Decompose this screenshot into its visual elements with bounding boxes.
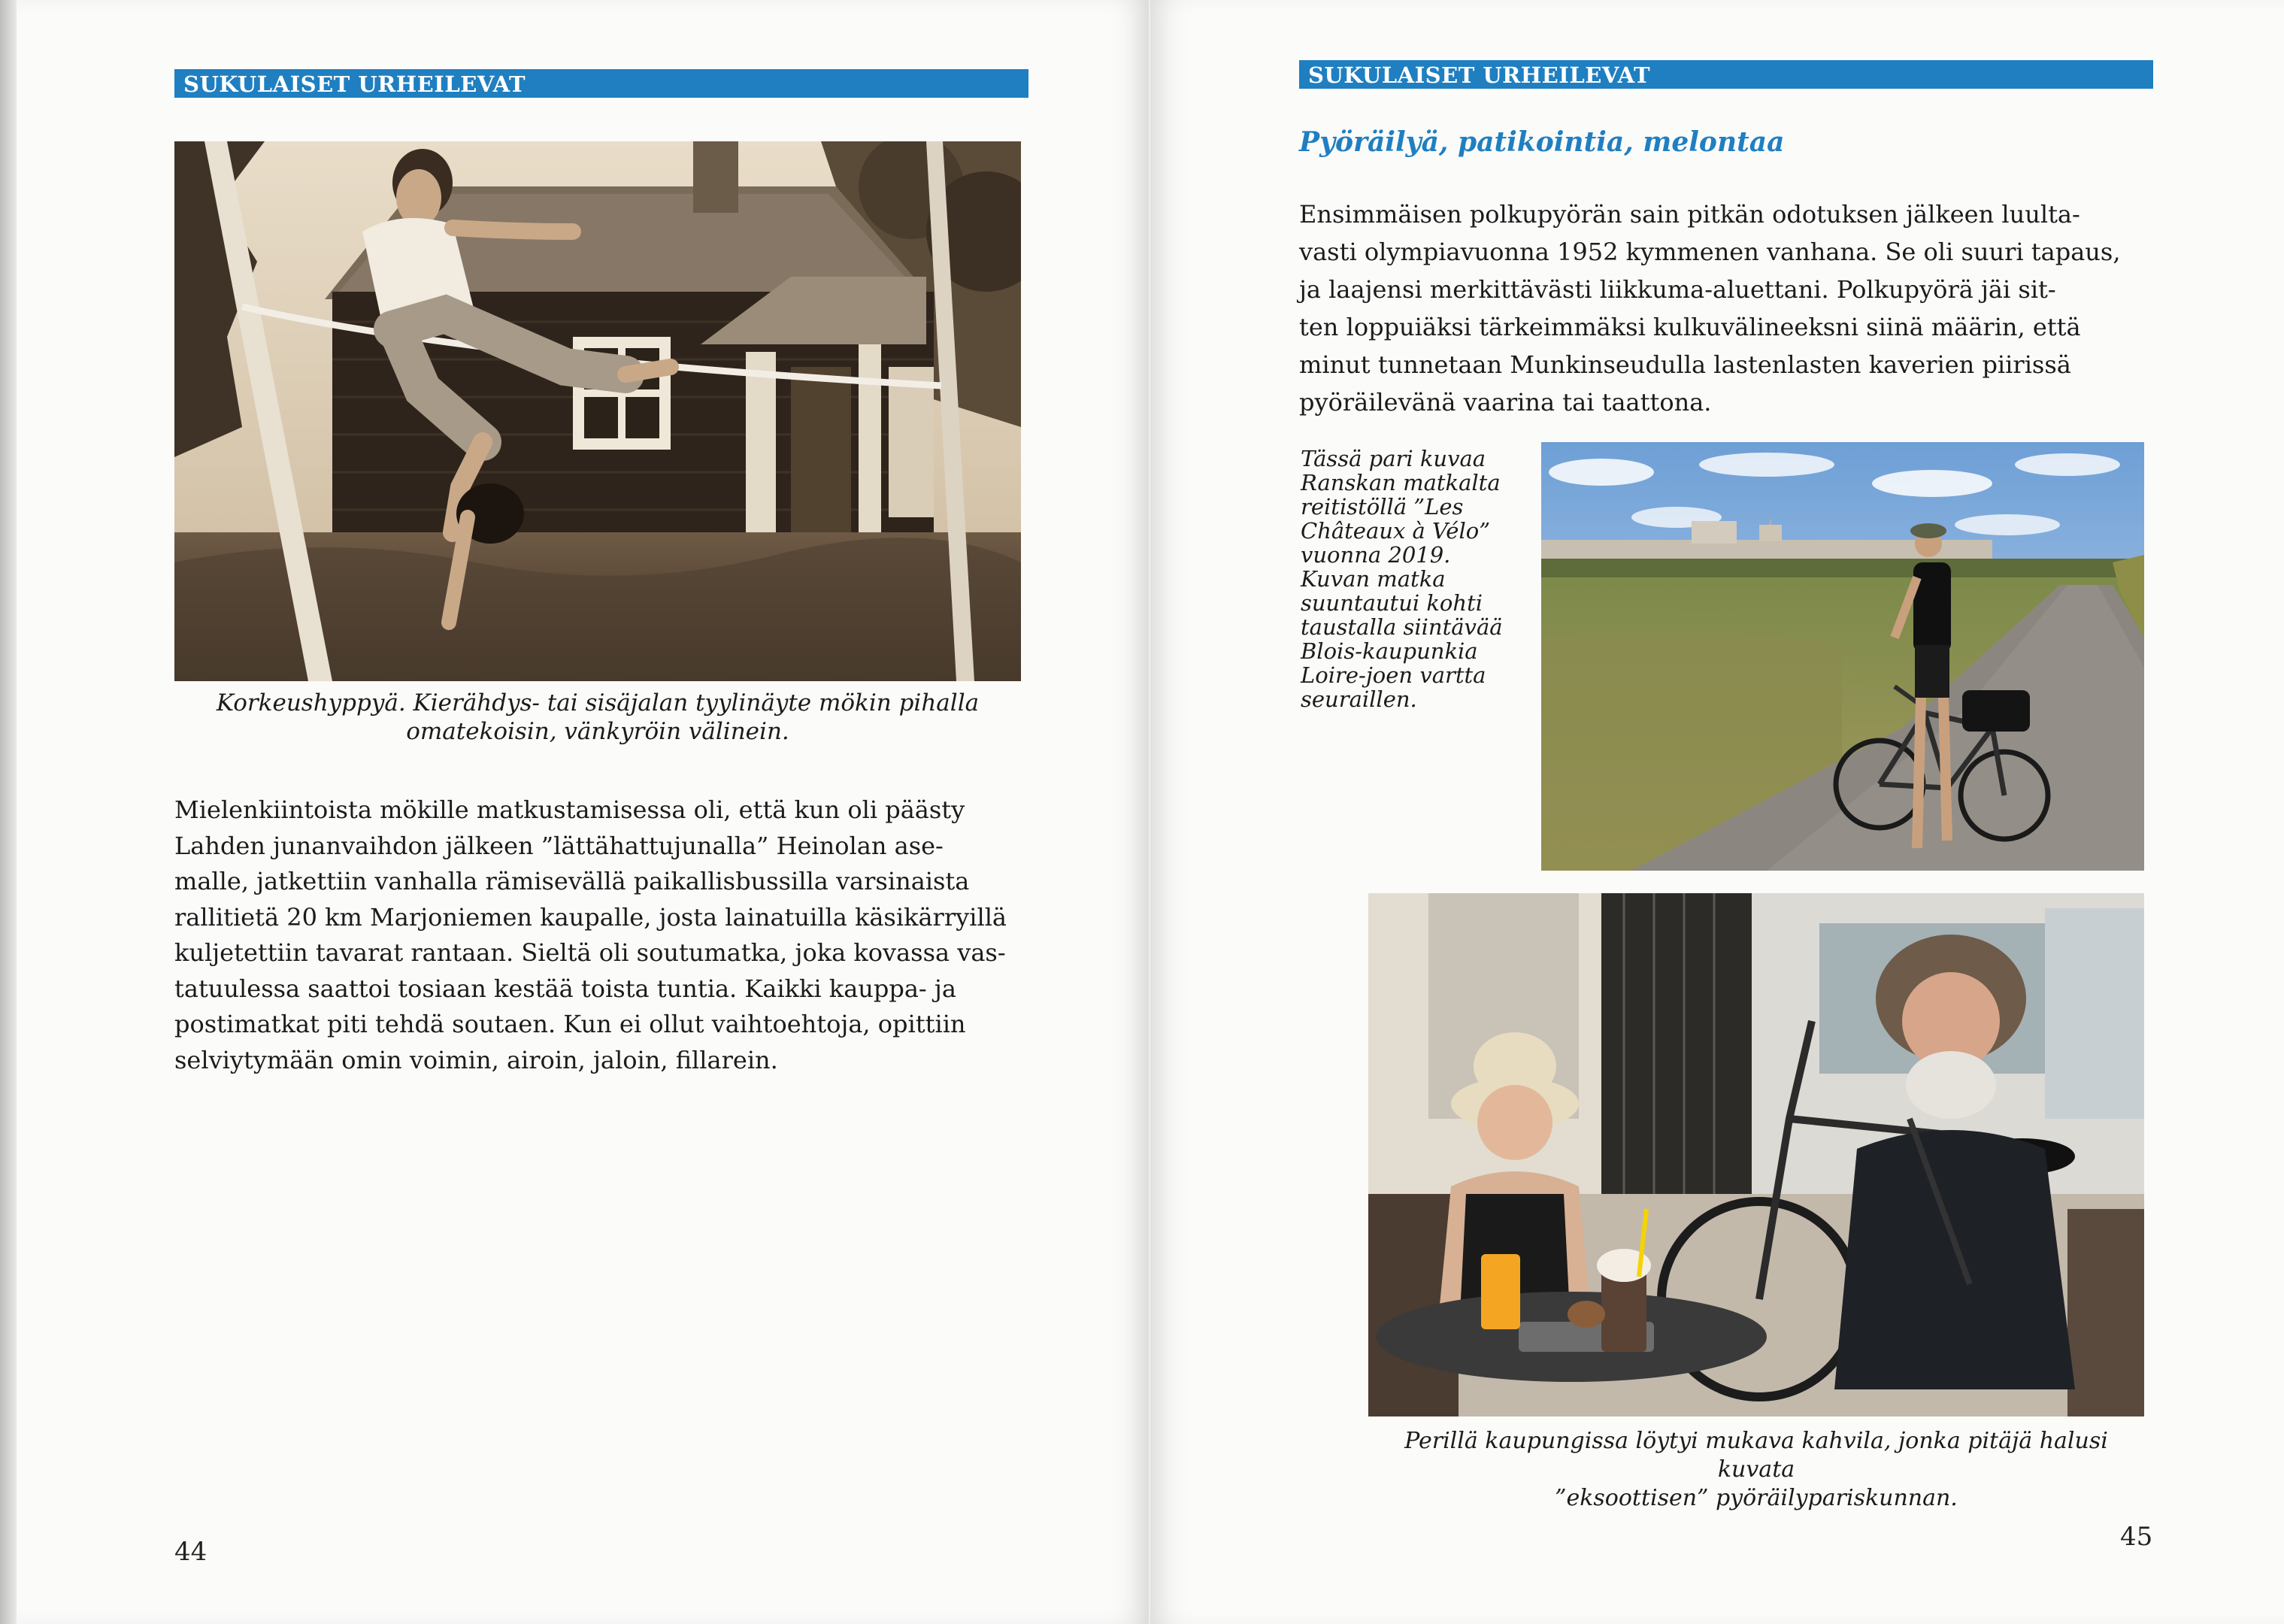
book-edge bbox=[0, 0, 17, 1624]
text-line: tatuulessa saattoi tosiaan kestää toista tuntia. Kaikki kauppa- ja bbox=[174, 974, 956, 1003]
text-line: minut tunnetaan Munkinseudulla lastenlasten kaverien piirissä bbox=[1299, 350, 2071, 379]
caption-line: vuonna 2019. bbox=[1301, 542, 1451, 568]
text-line: postimatkat piti tehdä soutaen. Kun ei ollut vaihtoehtoja, opittiin bbox=[174, 1010, 966, 1038]
photo-caption bbox=[1368, 1427, 2144, 1513]
text-line: vasti olympiavuonna 1952 kymmenen vanhana. Se oli suuri tapaus, bbox=[1299, 238, 2121, 266]
caption-line: seuraillen. bbox=[1301, 686, 1417, 712]
caption-line: Korkeushyppyä. Kierähdys- tai sisäjalan tyylinäyte mökin pihalla bbox=[216, 689, 980, 717]
body-paragraph bbox=[1299, 195, 2150, 421]
caption-line: suuntautui kohti bbox=[1301, 590, 1483, 616]
cycling-path-photo bbox=[1541, 442, 2144, 871]
text-line: Mielenkiintoista mökille matkustamisessa oli, että kun oli päästy bbox=[174, 795, 965, 824]
section-subtitle: Pyöräilyä, patikointia, melontaa bbox=[1299, 126, 1785, 158]
caption-line: ”eksoottisen” pyöräilypariskunnan. bbox=[1555, 1485, 1958, 1511]
text-line: Lahden junanvaihdon jälkeen ”lättähattujunalla” Heinolan ase- bbox=[174, 831, 944, 860]
caption-line: reitistöllä ”Les bbox=[1301, 494, 1464, 520]
caption-line: Châteaux à Vélo” bbox=[1301, 518, 1491, 544]
caption-line: Tässä pari kuvaa bbox=[1301, 446, 1486, 471]
cafe-photo bbox=[1368, 893, 2144, 1416]
page-number: 44 bbox=[174, 1537, 207, 1567]
text-line: malle, jatkettiin vanhalla rämisevällä paikallisbussilla varsinaista bbox=[174, 867, 970, 895]
text-line: selviytymään omin voimin, airoin, jaloin, fillarein. bbox=[174, 1045, 778, 1074]
caption-line: Perillä kaupungissa löytyi mukava kahvila, jonka pitäjä halusi kuvata bbox=[1404, 1428, 2108, 1483]
text-line: kuljetettiin tavarat rantaan. Sieltä oli soutumatka, joka kovassa vas- bbox=[174, 938, 1006, 967]
photo-caption bbox=[174, 689, 1021, 746]
text-line: Ensimmäisen polkupyörän sain pitkän odotuksen jälkeen luulta- bbox=[1299, 200, 2080, 229]
high-jump-photo bbox=[174, 141, 1021, 681]
text-line: ten loppuiäksi tärkeimmäksi kulkuvälineeksni siinä määrin, että bbox=[1299, 313, 2081, 341]
right-page bbox=[1150, 0, 2284, 1624]
text-line: pyöräilevänä vaarina tai taattona. bbox=[1299, 388, 1712, 417]
text-line: ja laajensi merkittävästi liikkuma-aluettani. Polkupyörä jäi sit- bbox=[1299, 275, 2056, 304]
section-header: SUKULAISET URHEILEVAT bbox=[174, 69, 1028, 98]
side-caption bbox=[1301, 447, 1526, 711]
caption-line: Blois-kaupunkia bbox=[1301, 638, 1478, 664]
body-paragraph bbox=[174, 792, 1021, 1078]
caption-line: omatekoisin, vänkyröin välinein. bbox=[406, 718, 789, 745]
page-number: 45 bbox=[2120, 1522, 2153, 1552]
section-header: SUKULAISET URHEILEVAT bbox=[1299, 60, 2153, 89]
caption-line: taustalla siintävää bbox=[1301, 614, 1503, 640]
caption-line: Kuvan matka bbox=[1301, 566, 1446, 592]
caption-line: Ranskan matkalta bbox=[1301, 470, 1501, 495]
text-line: rallitietä 20 km Marjoniemen kaupalle, josta lainatuilla käsikärryillä bbox=[174, 902, 1007, 932]
caption-line: Loire-joen vartta bbox=[1301, 662, 1486, 688]
